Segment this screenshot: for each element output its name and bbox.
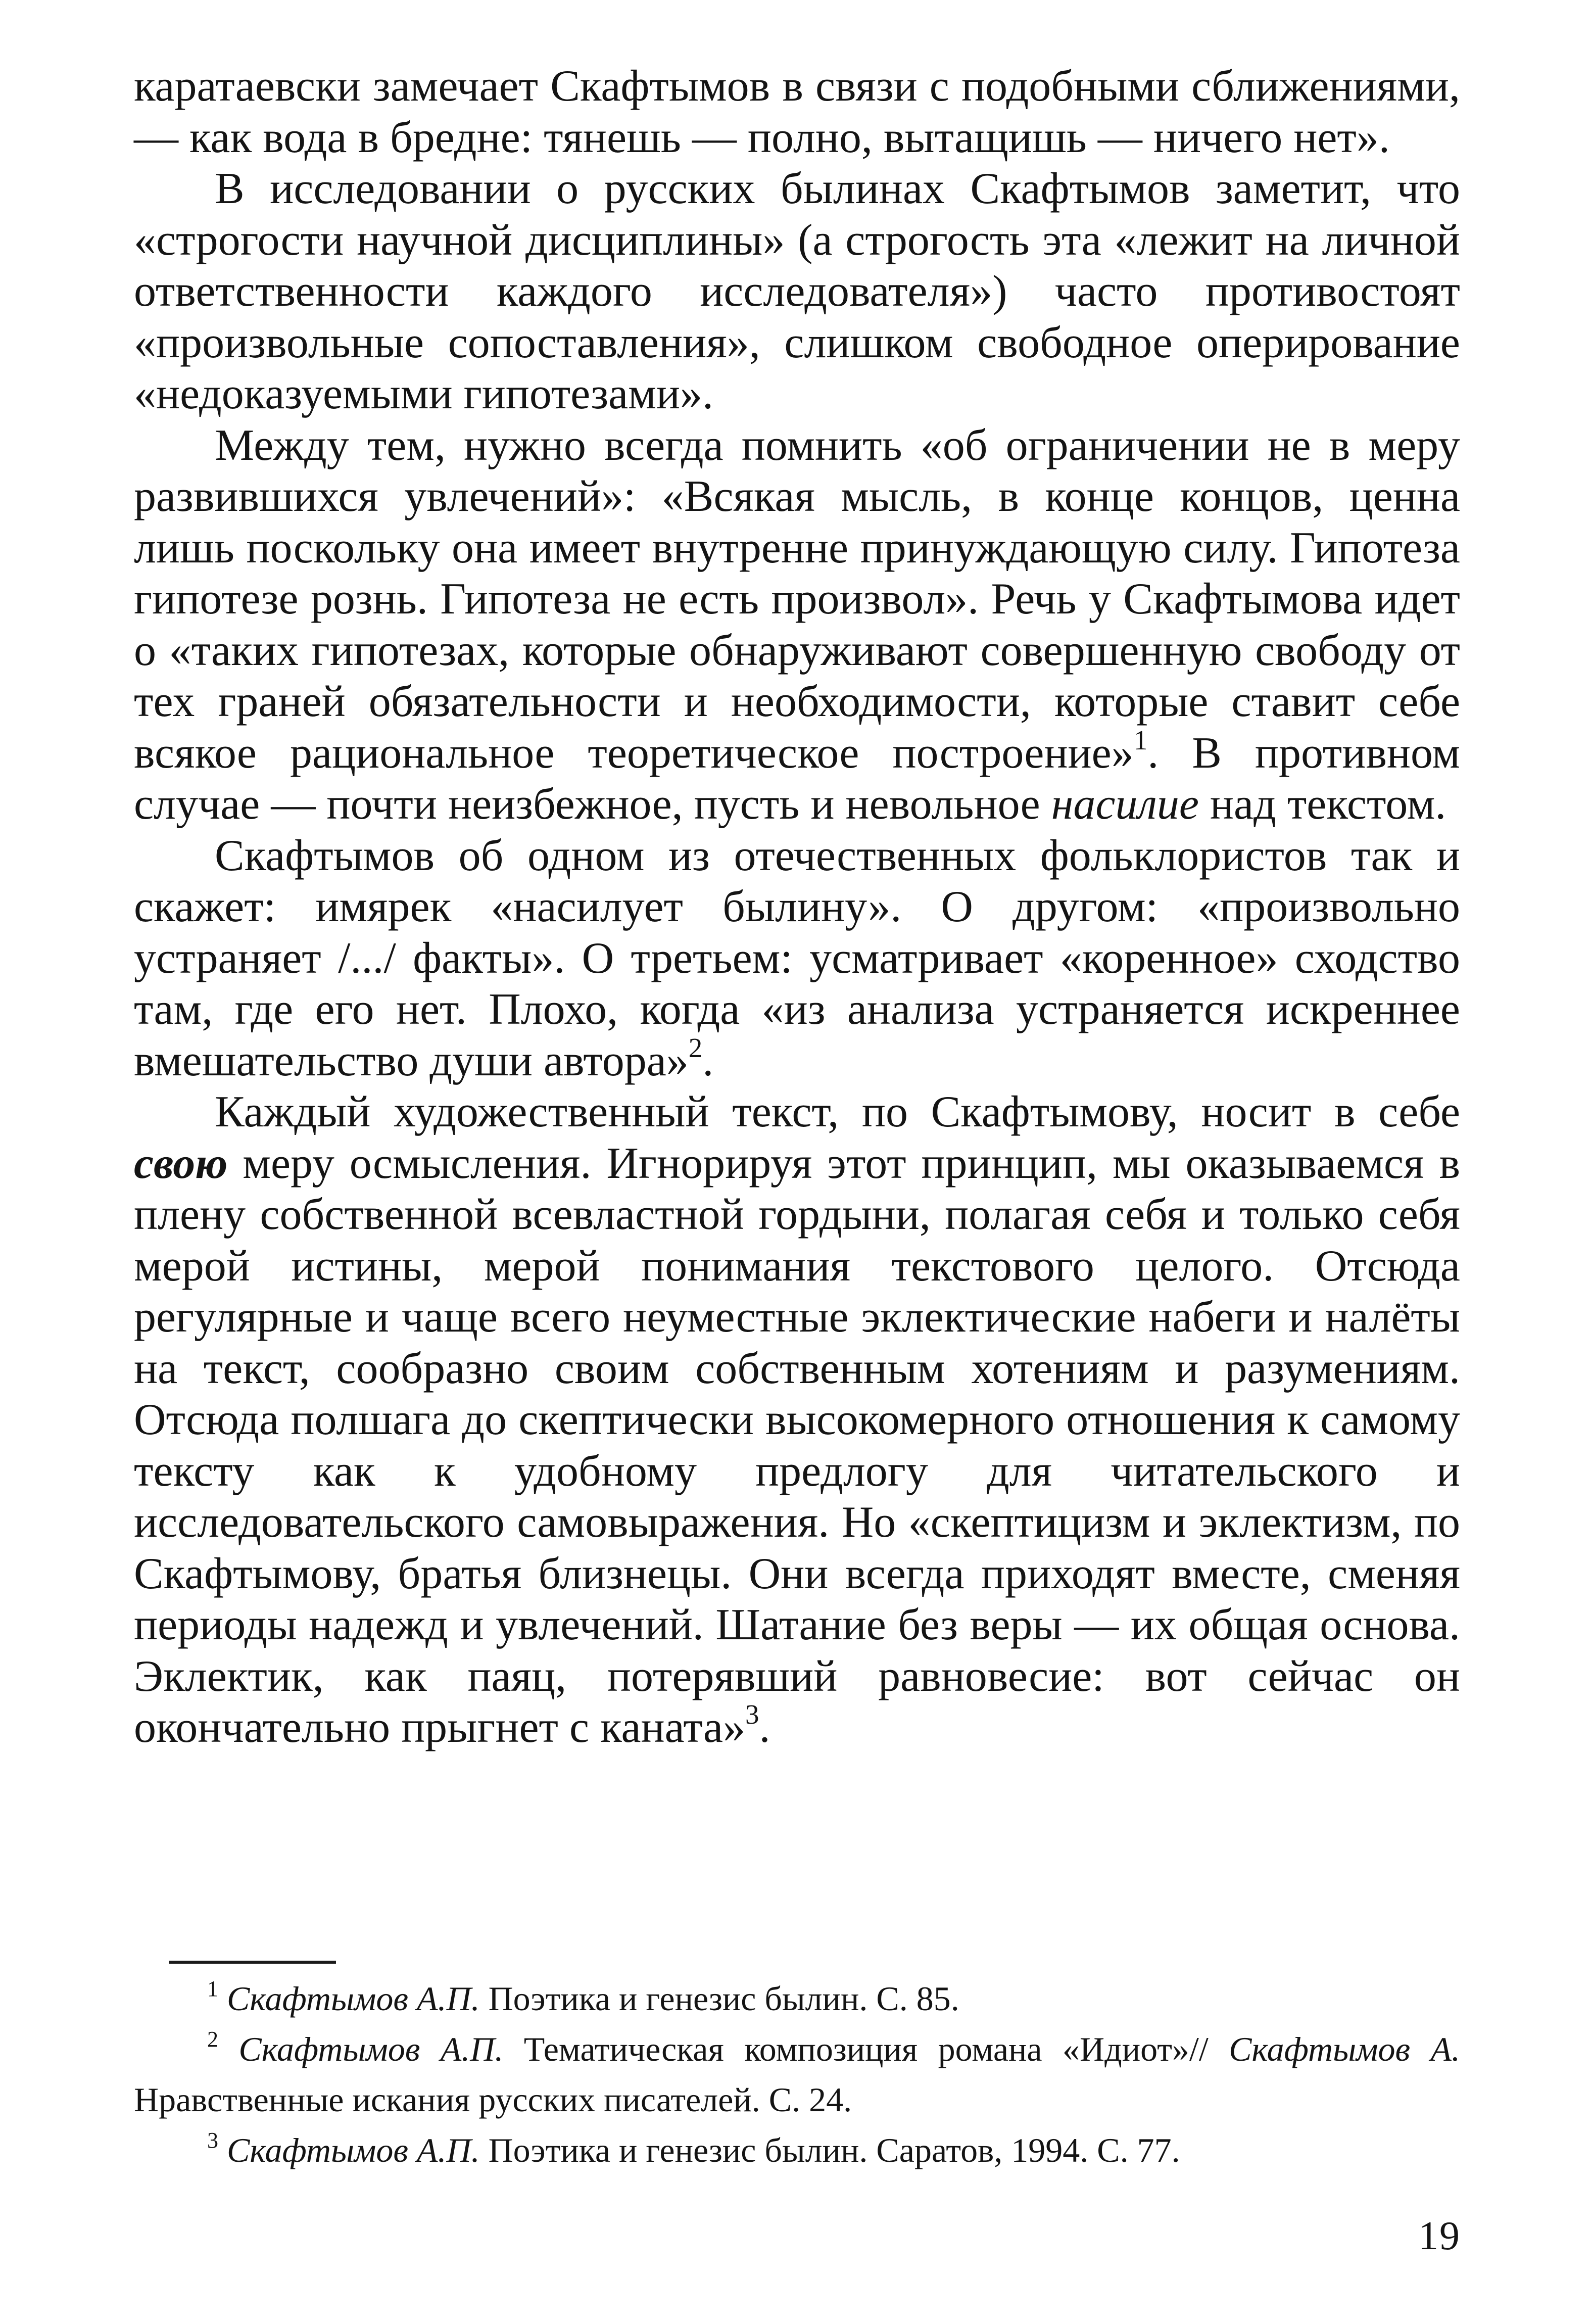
page-number: 19 xyxy=(1418,2214,1461,2258)
footnote-author-2: Скафтымов А. xyxy=(1229,2030,1460,2068)
footnote-ref-3: 3 xyxy=(745,1699,759,1730)
paragraph-3-text-c: над текстом. xyxy=(1198,780,1446,829)
footnote-1 xyxy=(134,1973,1460,2024)
footnote-number: 2 xyxy=(207,2027,218,2052)
footnote-separator xyxy=(169,1961,336,1964)
paragraph-5 xyxy=(134,1086,1460,1753)
footnote-number: 1 xyxy=(207,1976,218,2001)
paragraph-5-text-c: . xyxy=(759,1703,770,1752)
footnote-author: Скафтымов А.П. xyxy=(238,2030,504,2068)
paragraph-2: В исследовании о русских былинах Скафтымов заметит, что «строгости научной дисциплины» (а строгость эта «лежит на личной ответственности каждого исследователя») часто противостоят «произвольные сопоставления», слишком свободное оперирование «недоказуемыми гипотезами». xyxy=(134,164,1460,418)
footnote-2 xyxy=(134,2024,1460,2125)
footnote-author: Скафтымов А.П. xyxy=(227,2131,480,2169)
paragraph-3-text-a: Между тем, нужно всегда помнить «об ограничении не в меру развившихся увлечений»: «Всякая мысль, в конце концов, ценна лишь поскольку она имеет внутренне принуждающую силу. Гипотеза гипотезе рознь. Гипотеза не есть произвол». Речь у Скафтымова идет о «таких гипотезах, которые обнаруживают совершенную свободу от тех граней обязательности и необходимости, которые ставит себе всякое рациональное теоретическое построение» xyxy=(134,420,1460,778)
paragraph-4 xyxy=(134,830,1460,1087)
paragraph-3 xyxy=(134,420,1460,830)
footnote-text-2: Нравственные искания русских писателей. С. 24. xyxy=(134,2080,852,2119)
paragraph-5-text-b: меру осмысления. Игнорируя этот принцип, мы оказываемся в плену собственной всевластной гордыни, полагая себя и только себя мерой истины, мерой понимания текстового целого. Отсюда регулярные и чаще всего неуместные эклектические набеги и налёты на текст, сообразно своим собственным хотениям и разумениям. Отсюда полшага до скептически высокомерного отношения к самому тексту как к удобному предлогу для читательского и исследовательского самовыражения. Но «скептицизм и эклектизм, по Скафтымову, братья близнецы. Они всегда приходят вместе, сменяя периоды надежд и увлечений. Шатание без веры — их общая основа. Эклектик, как паяц, потерявший равновесие: вот сейчас он окончательно прыгнет с каната» xyxy=(134,1139,1460,1752)
footnote-text: Поэтика и генезис былин. Саратов, 1994. С. 77. xyxy=(479,2131,1180,2169)
emphasis-nasilie: насилие xyxy=(1051,780,1199,829)
emphasis-svoyu: свою xyxy=(134,1139,228,1188)
paragraph-5-text-a: Каждый художественный текст, по Скафтымову, носит в себе xyxy=(215,1087,1460,1136)
footnote-author: Скафтымов А.П. xyxy=(227,1979,480,2018)
paragraph-1: каратаевски замечает Скафтымов в связи с подобными сближениями, — как вода в бредне: тянешь — полно, вытащишь — ничего нет». xyxy=(134,62,1460,162)
footnote-text: Поэтика и генезис былин. С. 85. xyxy=(479,1979,959,2018)
main-text xyxy=(134,61,1460,1753)
footnote-3 xyxy=(134,2125,1460,2175)
footnote-number: 3 xyxy=(207,2128,218,2153)
footnote-text: Тематическая композиция романа «Идиот»// xyxy=(503,2030,1229,2068)
footnotes xyxy=(134,1973,1460,2175)
footnote-ref-1: 1 xyxy=(1133,724,1148,755)
footnote-ref-2: 2 xyxy=(688,1032,703,1063)
paragraph-4-text-b: . xyxy=(702,1036,714,1085)
paragraph-3-text-b: . В противном случае — почти неизбежное, пусть и невольное xyxy=(134,728,1460,829)
paragraph-4-text-a: Скафтымов об одном из отечественных фольклористов так и скажет: имярек «насилует былину». О другом: «произвольно устраняет /.../ факты». О третьем: усматривает «коренное» сходство там, где его нет. Плохо, когда «из анализа устраняется искреннее вмешательство души автора» xyxy=(134,831,1460,1085)
